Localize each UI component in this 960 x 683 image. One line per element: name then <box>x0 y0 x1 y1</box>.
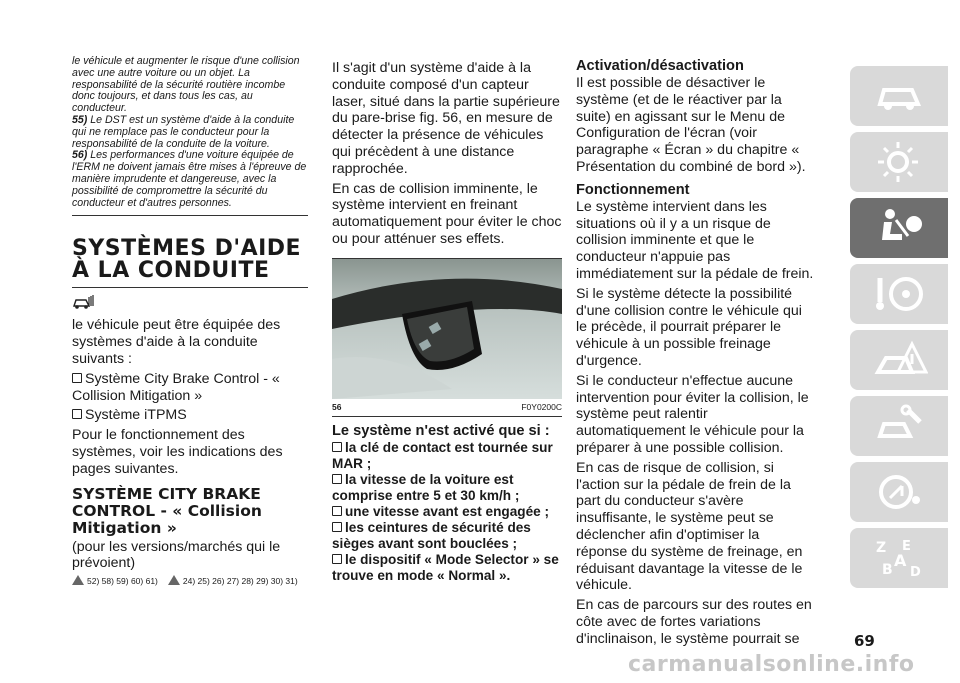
tab-starting[interactable] <box>850 264 948 324</box>
bullet-icon <box>72 373 82 383</box>
paragraph: Le système intervient dans les situations où il y a un risque de collision imminente et que le conducteur n'appuie pas immédiatement sur la pédale de frein. <box>576 198 814 282</box>
ref-group-b: 24) 25) 26) 27) 28) 29) 30) 31) <box>168 575 298 586</box>
ref-group-a: 52) 58) 59) 60) 61) <box>72 575 158 586</box>
svg-text:Z: Z <box>876 540 887 556</box>
svg-text:B: B <box>882 562 893 578</box>
condition-item: la vitesse de la voiture est comprise entre 5 et 30 km/h ; <box>332 471 520 503</box>
warning-triangle-icon <box>872 338 928 382</box>
tab-maintenance[interactable] <box>850 396 948 456</box>
warning-icon <box>72 575 84 585</box>
operation-heading: Fonctionnement <box>576 181 690 198</box>
page-number: 69 <box>854 632 875 650</box>
bullet-icon <box>332 442 342 452</box>
chapter-tabs <box>850 66 948 594</box>
after-list-text: Pour le fonctionnement des systèmes, voir les indications des pages suivantes. <box>72 427 283 477</box>
figure-caption <box>332 399 562 417</box>
music-phone-icon <box>872 470 928 514</box>
paragraph: Si le conducteur n'effectue aucune intervention pour éviter la collision, le système peut ralentir automatiquement le véhicule pour la préparer à une possible collision. <box>576 372 809 456</box>
condition-item: une vitesse avant est engagée ; <box>332 504 562 520</box>
paragraph: En cas de collision imminente, le système intervient en freinant automatiquement pour éviter le choc ou pour atténuer ses effets. <box>332 180 562 247</box>
svg-text:D: D <box>910 565 921 580</box>
list-item: Système iTPMS <box>72 407 308 424</box>
tab-safety[interactable] <box>850 198 948 258</box>
tab-warnings[interactable] <box>850 330 948 390</box>
references <box>72 575 308 586</box>
condition-item: la clé de contact est tournée sur MAR ; <box>332 439 553 471</box>
bullet-icon <box>332 554 342 564</box>
figure-laser-sensor <box>332 258 562 399</box>
paragraph: Il est possible de désactiver le système (et de le réactiver par la suite) en agissant sur le Menu de Configuration de l'écran (voir paragraphe « Écran » du chapitre « Présentation du combiné de bord »). <box>576 75 806 175</box>
note-55: 55) Le DST est un système d'aide à la conduite qui ne remplace pas le conducteur pour la responsabilité de la conduite de la voiture. <box>72 113 295 150</box>
paragraph: Si le système détecte la possibilité d'une collision contre le véhicule qui le précède, il pourrait préparer le véhicule à un possible freinage d'urgence. <box>576 285 802 369</box>
intro-text: le véhicule peut être équipée des systèmes d'aide à la conduite suivants : <box>72 317 281 367</box>
subsection-title: SYSTÈME CITY BRAKE CONTROL - « Collision Mitigation » <box>72 484 262 537</box>
bullet-icon <box>72 409 82 419</box>
tab-index[interactable] <box>850 528 948 588</box>
watermark: carmanualsonline.info <box>628 652 915 677</box>
paragraph: En cas de parcours sur des routes en côte avec de fortes variations d'inclinaison, le système pourrait se <box>576 597 812 647</box>
caution-icon <box>168 575 180 585</box>
activation-heading: Activation/désactivation <box>576 58 744 74</box>
seat-airbag-icon <box>872 206 928 250</box>
paragraph: En cas de risque de collision, si l'action sur la pédale de frein de la part du conducteur s'avère insuffisante, le système peut se déclencher afin d'optimiser la réponse du système de freinage, en réduisant davantage la vitesse de le véhicule. <box>576 459 803 594</box>
figure-number: 56 <box>332 401 342 412</box>
figure-code: F0Y0200C <box>521 401 562 412</box>
car-info-icon <box>872 74 928 118</box>
windshield-sensor-illustration <box>332 259 562 399</box>
activation-conditions-title: Le système n'est activé que si : <box>332 422 550 439</box>
paragraph: Il s'agit d'un système d'aide à la conduite composé d'un capteur laser, situé dans la partie supérieure du pare-brise fig. 56, en mesure de détecter la présence de véhicules qui précèdent à une distance rapprochée. <box>332 60 560 177</box>
alphabet-index-icon <box>872 536 928 580</box>
condition-item: les ceintures de sécurité des sièges avant sont bouclées ; <box>332 519 531 551</box>
tab-dashboard[interactable] <box>850 66 948 126</box>
key-steering-icon <box>872 272 928 316</box>
adas-car-icon <box>72 294 94 310</box>
tab-lights[interactable] <box>850 132 948 192</box>
svg-text:A: A <box>894 551 907 570</box>
column-middle <box>332 60 562 584</box>
bullet-icon <box>332 522 342 532</box>
sun-light-icon <box>872 140 928 184</box>
column-left <box>72 55 308 587</box>
wrench-car-icon <box>872 404 928 448</box>
tab-multimedia[interactable] <box>850 462 948 522</box>
condition-item: le dispositif « Mode Selector » se trouve en mode « Normal ». <box>332 551 559 583</box>
note-continued: le véhicule et augmenter le risque d'une collision avec une autre voiture ou un objet. La responsabilité de la sécurité routière incombe donc toujours, et dans tous les cas, au conducteur. <box>72 55 300 115</box>
bullet-icon <box>332 474 342 484</box>
column-right <box>576 60 814 651</box>
bullet-icon <box>332 506 342 516</box>
svg-text:E: E <box>902 539 911 554</box>
list-item: Système City Brake Control - « Collision Mitigation » <box>72 370 280 404</box>
note-56: 56) Les performances d'une voiture équipée de l'ERM ne doivent jamais être mises à l'épreuve de manière imprudente et dangereuse, avec la possibilité de compromettre la sécurité du conducteur et d'autres personnes. <box>72 149 307 209</box>
section-title: SYSTÈMES D'AIDE À LA CONDUITE <box>72 238 308 288</box>
subsection-intro: (pour les versions/marchés qui le prévoient) <box>72 538 281 572</box>
warning-notes <box>72 56 308 216</box>
